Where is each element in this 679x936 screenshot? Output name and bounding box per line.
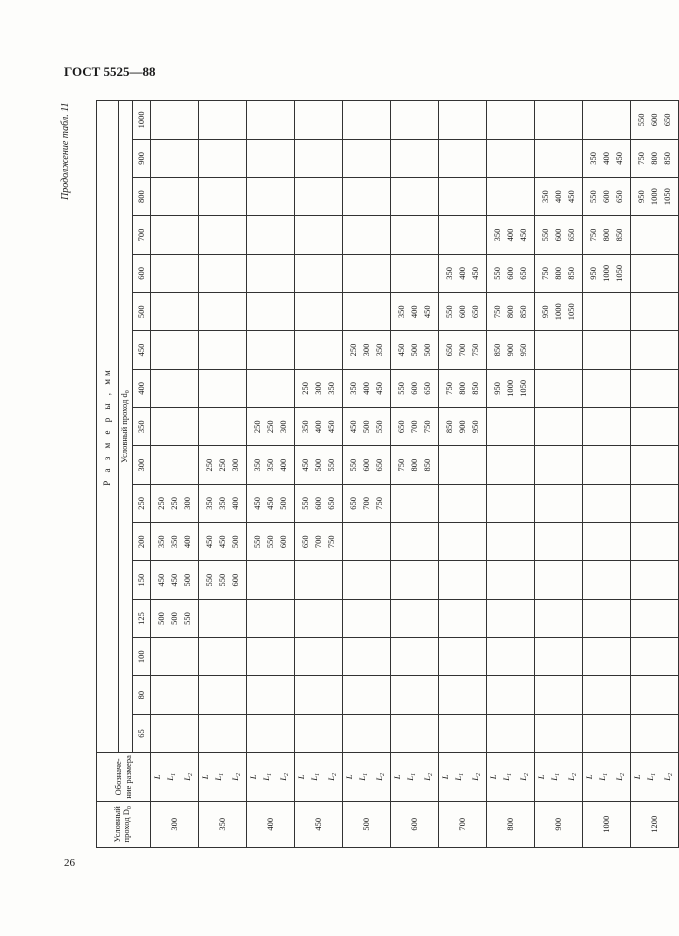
value-cell xyxy=(199,676,247,714)
table-row xyxy=(439,101,487,848)
value-cell xyxy=(631,369,679,407)
value-cell: 350 400 450 xyxy=(487,216,535,254)
nominal-bore-cell: 600 xyxy=(391,801,439,847)
table-row xyxy=(631,101,679,848)
value-cell: 350 400 450 xyxy=(343,369,391,407)
value-cell xyxy=(295,177,343,215)
value-cell xyxy=(343,714,391,752)
value-cell xyxy=(583,523,631,561)
value-cell xyxy=(151,446,199,484)
value-cell xyxy=(151,638,199,676)
value-cell xyxy=(583,484,631,522)
dimension-labels-cell xyxy=(583,753,631,801)
value-cell: 350 350 400 xyxy=(247,446,295,484)
value-cell xyxy=(343,139,391,177)
value-cell xyxy=(391,177,439,215)
dimension-label: $L_2$ xyxy=(230,773,242,781)
dimension-label: L xyxy=(536,774,546,780)
table-row xyxy=(247,101,295,848)
value-cell xyxy=(247,177,295,215)
dimension-label: $L_2$ xyxy=(326,773,338,781)
value-cell: 500 500 550 xyxy=(151,599,199,637)
value-cell xyxy=(391,676,439,714)
value-cell xyxy=(295,216,343,254)
value-cell xyxy=(247,101,295,140)
value-cell: 250 300 350 xyxy=(343,331,391,369)
value-cell: 550 600 650 xyxy=(391,369,439,407)
value-cell xyxy=(199,331,247,369)
column-header: 600 xyxy=(133,254,151,292)
dimension-label: L xyxy=(248,774,258,780)
value-cell xyxy=(631,484,679,522)
dimension-label: $L_2$ xyxy=(278,773,290,781)
value-cell: 850 900 950 xyxy=(487,331,535,369)
column-header: 250 xyxy=(133,484,151,522)
dimensions-table xyxy=(96,100,679,848)
value-cell xyxy=(535,676,583,714)
table-row xyxy=(487,101,535,848)
value-cell: 550 600 650 xyxy=(295,484,343,522)
dimension-label-header: Обозначе-ние размера xyxy=(97,753,151,801)
value-cell xyxy=(343,101,391,140)
value-cell xyxy=(247,638,295,676)
value-cell xyxy=(439,484,487,522)
value-cell: 750 800 850 xyxy=(439,369,487,407)
nominal-bore-cell: 1200 xyxy=(631,801,679,847)
value-cell: 250 250 300 xyxy=(151,484,199,522)
dimension-labels-cell xyxy=(631,753,679,801)
value-cell xyxy=(583,331,631,369)
value-cell xyxy=(583,446,631,484)
value-cell xyxy=(199,216,247,254)
value-cell xyxy=(151,101,199,140)
nominal-bore-cell: 700 xyxy=(439,801,487,847)
column-header: 125 xyxy=(133,599,151,637)
value-cell xyxy=(487,139,535,177)
value-cell xyxy=(487,599,535,637)
value-cell xyxy=(535,101,583,140)
value-cell: 250 300 350 xyxy=(295,369,343,407)
value-cell xyxy=(391,599,439,637)
value-cell xyxy=(295,714,343,752)
table-row xyxy=(343,101,391,848)
dimension-label: $L_2$ xyxy=(614,773,626,781)
value-cell xyxy=(439,638,487,676)
value-cell: 350 400 450 xyxy=(439,254,487,292)
value-cell xyxy=(343,523,391,561)
value-cell xyxy=(487,408,535,446)
value-cell: 650 700 750 xyxy=(295,523,343,561)
value-cell xyxy=(535,369,583,407)
value-cell: 950 1000 1050 xyxy=(487,369,535,407)
rotated-table-wrapper xyxy=(96,100,674,848)
value-cell xyxy=(295,561,343,599)
value-cell: 450 500 550 xyxy=(343,408,391,446)
dimension-label: $L_1$ xyxy=(453,773,465,781)
value-cell xyxy=(151,216,199,254)
dimension-label: L xyxy=(488,774,498,780)
dimension-label: $L_2$ xyxy=(566,773,578,781)
value-cell: 550 600 650 xyxy=(535,216,583,254)
nominal-bore-cell: 300 xyxy=(151,801,199,847)
value-cell: 550 600 650 xyxy=(343,446,391,484)
value-cell xyxy=(151,293,199,331)
value-cell xyxy=(535,408,583,446)
dimension-labels-cell xyxy=(439,753,487,801)
dimension-label: $L_1$ xyxy=(357,773,369,781)
value-cell xyxy=(391,139,439,177)
value-cell xyxy=(343,177,391,215)
value-cell xyxy=(151,714,199,752)
value-cell xyxy=(391,714,439,752)
value-cell xyxy=(535,484,583,522)
table-row xyxy=(295,101,343,848)
value-cell xyxy=(439,101,487,140)
dimension-labels-cell xyxy=(535,753,583,801)
value-cell xyxy=(199,714,247,752)
value-cell xyxy=(247,599,295,637)
nominal-bore-cell: 400 xyxy=(247,801,295,847)
value-cell xyxy=(535,561,583,599)
value-cell: 350 350 400 xyxy=(199,484,247,522)
value-cell: 350 400 450 xyxy=(391,293,439,331)
value-cell xyxy=(151,331,199,369)
value-cell xyxy=(535,446,583,484)
value-cell xyxy=(631,446,679,484)
value-cell xyxy=(247,139,295,177)
continuation-note: Продолжение табл. 11 xyxy=(60,102,71,200)
value-cell xyxy=(199,599,247,637)
value-cell xyxy=(487,676,535,714)
value-cell xyxy=(583,561,631,599)
nominal-bore-cell: 1000 xyxy=(583,801,631,847)
value-cell xyxy=(535,331,583,369)
value-cell xyxy=(583,638,631,676)
dimension-label: $L_2$ xyxy=(182,773,194,781)
value-cell xyxy=(487,177,535,215)
dimension-labels-cell xyxy=(295,753,343,801)
value-cell xyxy=(439,446,487,484)
dimension-labels-cell xyxy=(247,753,295,801)
value-cell xyxy=(487,446,535,484)
column-header: 65 xyxy=(133,714,151,752)
value-cell xyxy=(343,599,391,637)
value-cell xyxy=(631,714,679,752)
value-cell xyxy=(247,676,295,714)
value-cell xyxy=(295,139,343,177)
dimension-label: $L_2$ xyxy=(422,773,434,781)
value-cell: 750 800 850 xyxy=(391,446,439,484)
value-cell: 450 450 500 xyxy=(247,484,295,522)
value-cell xyxy=(439,177,487,215)
value-cell: 650 700 750 xyxy=(439,331,487,369)
column-header: 80 xyxy=(133,676,151,714)
value-cell xyxy=(631,331,679,369)
value-cell xyxy=(583,369,631,407)
value-cell: 350 400 450 xyxy=(295,408,343,446)
dimension-label: L xyxy=(584,774,594,780)
value-cell: 750 800 850 xyxy=(535,254,583,292)
dimension-label: $L_1$ xyxy=(597,773,609,781)
value-cell: 750 800 850 xyxy=(487,293,535,331)
dimension-label: L xyxy=(152,774,162,780)
value-cell: 650 700 750 xyxy=(343,484,391,522)
dimension-label: L xyxy=(296,774,306,780)
document-header: ГОСТ 5525—88 xyxy=(64,64,156,79)
dimension-label: L xyxy=(200,774,210,780)
value-cell: 450 450 500 xyxy=(151,561,199,599)
value-cell xyxy=(391,254,439,292)
value-cell xyxy=(199,101,247,140)
value-cell xyxy=(535,714,583,752)
nominal-bore-cell: 500 xyxy=(343,801,391,847)
value-cell xyxy=(199,369,247,407)
value-cell: 950 1000 1050 xyxy=(535,293,583,331)
value-cell xyxy=(247,714,295,752)
dimension-label: $L_1$ xyxy=(645,773,657,781)
dimension-labels-cell xyxy=(199,753,247,801)
value-cell xyxy=(295,676,343,714)
value-cell: 550 550 600 xyxy=(247,523,295,561)
dimension-label: $L_2$ xyxy=(662,773,674,781)
value-cell xyxy=(343,561,391,599)
value-cell xyxy=(151,369,199,407)
nominal-bore-header: Условный проход $D_0$ xyxy=(97,801,151,847)
value-cell xyxy=(631,599,679,637)
dimension-label: $L_1$ xyxy=(405,773,417,781)
nominal-bore-cell: 900 xyxy=(535,801,583,847)
value-cell: 250 250 300 xyxy=(199,446,247,484)
column-header: 100 xyxy=(133,638,151,676)
value-cell xyxy=(343,676,391,714)
value-cell xyxy=(631,638,679,676)
value-cell xyxy=(439,139,487,177)
value-cell xyxy=(295,599,343,637)
value-cell: 250 250 300 xyxy=(247,408,295,446)
table-row xyxy=(535,101,583,848)
value-cell xyxy=(343,216,391,254)
value-cell xyxy=(199,638,247,676)
dimension-label: $L_2$ xyxy=(470,773,482,781)
value-cell: 850 900 950 xyxy=(439,408,487,446)
nominal-bore-sub-header: Условный проход $d_0$ xyxy=(119,101,133,753)
value-cell xyxy=(631,676,679,714)
dimension-label: L xyxy=(392,774,402,780)
value-cell xyxy=(631,523,679,561)
value-cell xyxy=(295,293,343,331)
dimension-label: L xyxy=(440,774,450,780)
value-cell xyxy=(487,561,535,599)
value-cell xyxy=(439,599,487,637)
page-number: 26 xyxy=(64,857,75,869)
table-row xyxy=(391,101,439,848)
value-cell: 550 600 650 xyxy=(487,254,535,292)
value-cell: 450 500 500 xyxy=(391,331,439,369)
value-cell xyxy=(247,254,295,292)
value-cell: 950 1000 1050 xyxy=(631,177,679,215)
value-cell xyxy=(631,408,679,446)
column-header: 500 xyxy=(133,293,151,331)
value-cell xyxy=(247,331,295,369)
value-cell xyxy=(583,293,631,331)
value-cell: 350 400 450 xyxy=(535,177,583,215)
value-cell xyxy=(151,139,199,177)
value-cell: 650 700 750 xyxy=(391,408,439,446)
value-cell xyxy=(295,638,343,676)
value-cell xyxy=(391,561,439,599)
value-cell xyxy=(391,216,439,254)
value-cell xyxy=(487,523,535,561)
value-cell xyxy=(199,408,247,446)
value-cell xyxy=(583,101,631,140)
value-cell xyxy=(199,293,247,331)
value-cell xyxy=(247,216,295,254)
value-cell xyxy=(535,139,583,177)
value-cell xyxy=(343,638,391,676)
value-cell xyxy=(583,714,631,752)
value-cell: 550 550 600 xyxy=(199,561,247,599)
value-cell xyxy=(199,139,247,177)
nominal-bore-cell: 350 xyxy=(199,801,247,847)
value-cell xyxy=(199,177,247,215)
value-cell xyxy=(391,101,439,140)
value-cell xyxy=(583,676,631,714)
dimension-label: $L_2$ xyxy=(518,773,530,781)
value-cell xyxy=(583,408,631,446)
dimension-labels-cell xyxy=(391,753,439,801)
value-cell xyxy=(535,599,583,637)
dimensions-group-header: Р а з м е р ы , мм xyxy=(97,101,119,753)
dimension-label: $L_1$ xyxy=(213,773,225,781)
column-header: 900 xyxy=(133,139,151,177)
value-cell xyxy=(391,638,439,676)
value-cell xyxy=(535,523,583,561)
value-cell: 750 800 850 xyxy=(583,216,631,254)
table-row xyxy=(199,101,247,848)
value-cell: 350 400 450 xyxy=(583,139,631,177)
value-cell xyxy=(439,676,487,714)
table-row xyxy=(151,101,199,848)
value-cell xyxy=(439,714,487,752)
column-header: 800 xyxy=(133,177,151,215)
value-cell xyxy=(151,177,199,215)
dimension-labels-cell xyxy=(487,753,535,801)
value-cell: 350 350 400 xyxy=(151,523,199,561)
nominal-bore-cell: 800 xyxy=(487,801,535,847)
dimension-label: $L_2$ xyxy=(374,773,386,781)
value-cell xyxy=(391,484,439,522)
value-cell xyxy=(295,101,343,140)
value-cell: 550 600 650 xyxy=(583,177,631,215)
dimension-label: $L_1$ xyxy=(261,773,273,781)
value-cell xyxy=(295,254,343,292)
column-header: 300 xyxy=(133,446,151,484)
value-cell xyxy=(631,216,679,254)
column-header: 400 xyxy=(133,369,151,407)
value-cell xyxy=(199,254,247,292)
dimension-label: L xyxy=(632,774,642,780)
value-cell xyxy=(583,599,631,637)
value-cell xyxy=(631,561,679,599)
value-cell xyxy=(487,101,535,140)
dimension-labels-cell xyxy=(151,753,199,801)
value-cell xyxy=(151,408,199,446)
value-cell xyxy=(247,369,295,407)
value-cell: 450 500 550 xyxy=(295,446,343,484)
column-header: 200 xyxy=(133,523,151,561)
column-header: 1000 xyxy=(133,101,151,140)
column-header: 700 xyxy=(133,216,151,254)
dimension-label: $L_1$ xyxy=(309,773,321,781)
value-cell xyxy=(439,523,487,561)
dimension-label: $L_1$ xyxy=(165,773,177,781)
value-cell xyxy=(343,293,391,331)
value-cell xyxy=(343,254,391,292)
dimension-label: $L_1$ xyxy=(501,773,513,781)
value-cell xyxy=(631,293,679,331)
value-cell xyxy=(151,676,199,714)
value-cell xyxy=(535,638,583,676)
value-cell xyxy=(631,254,679,292)
value-cell xyxy=(487,714,535,752)
dimension-label: L xyxy=(344,774,354,780)
value-cell xyxy=(151,254,199,292)
value-cell xyxy=(439,561,487,599)
value-cell xyxy=(247,293,295,331)
value-cell xyxy=(295,331,343,369)
value-cell xyxy=(247,561,295,599)
value-cell: 750 800 850 xyxy=(631,139,679,177)
value-cell: 950 1000 1050 xyxy=(583,254,631,292)
value-cell: 450 450 500 xyxy=(199,523,247,561)
column-header: 450 xyxy=(133,331,151,369)
table-row xyxy=(583,101,631,848)
dimension-label: $L_1$ xyxy=(549,773,561,781)
value-cell xyxy=(487,484,535,522)
nominal-bore-cell: 450 xyxy=(295,801,343,847)
value-cell xyxy=(439,216,487,254)
value-cell xyxy=(391,523,439,561)
value-cell: 550 600 650 xyxy=(631,101,679,140)
column-header: 150 xyxy=(133,561,151,599)
column-header: 350 xyxy=(133,408,151,446)
value-cell: 550 600 650 xyxy=(439,293,487,331)
dimension-labels-cell xyxy=(343,753,391,801)
value-cell xyxy=(487,638,535,676)
